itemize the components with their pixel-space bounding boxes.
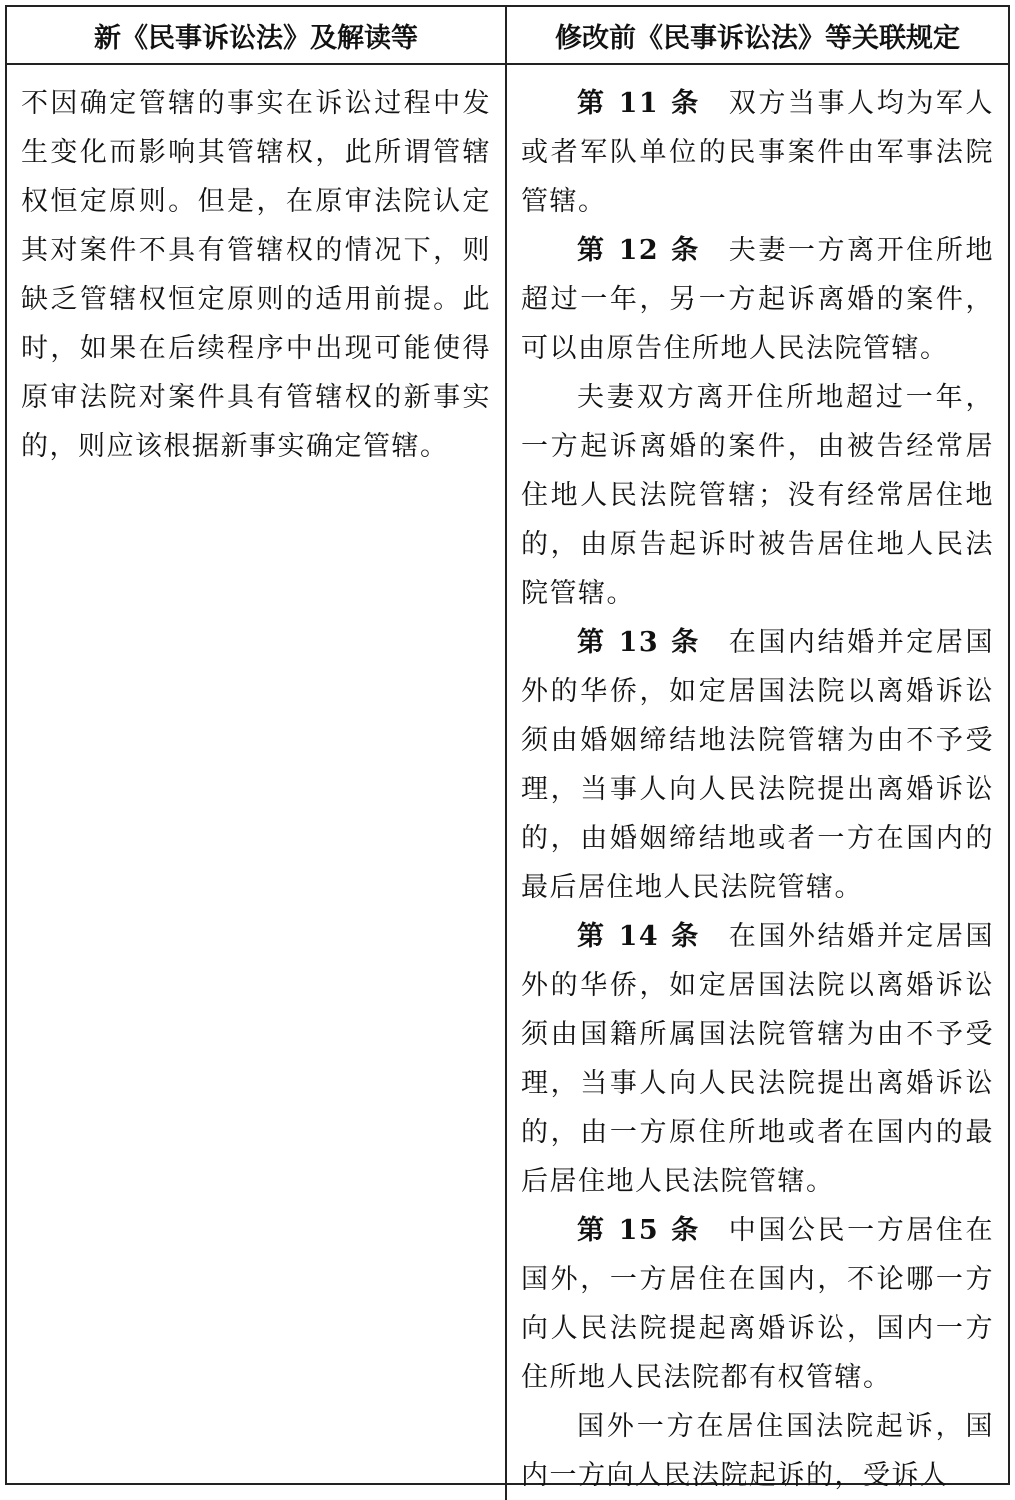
article-number: 第 11 条	[577, 88, 701, 119]
article-text: 双方当事人均为军人或者军队单位的民事案件由军事法院管辖。	[521, 88, 994, 217]
article-number: 第 12 条	[577, 235, 701, 266]
article-paragraph	[521, 79, 994, 226]
article-number: 第 13 条	[577, 627, 701, 658]
article-text: 中国公民一方居住在国外，一方居住在国内，不论哪一方向人民法院提起离婚诉讼，国内一方住所地人民法院都有权管辖。	[521, 1215, 994, 1393]
article-paragraph	[521, 618, 994, 912]
article-text: 在国内结婚并定居国外的华侨，如定居国法院以离婚诉讼须由婚姻缔结地法院管辖为由不予受理，当事人向人民法院提出离婚诉讼的，由婚姻缔结地或者一方在国内的最后居住地人民法院管辖。	[521, 627, 994, 903]
right-column-header: 修改前《民事诉讼法》等关联规定	[507, 7, 1008, 65]
article-number: 第 14 条	[577, 921, 701, 952]
article-paragraph	[521, 1206, 994, 1402]
article-paragraph	[521, 373, 994, 618]
article-text: 夫妻一方离开住所地超过一年，另一方起诉离婚的案件，可以由原告住所地人民法院管辖。	[521, 235, 994, 364]
article-paragraph	[521, 1402, 994, 1500]
article-text: 夫妻双方离开住所地超过一年，一方起诉离婚的案件，由被告经常居住地人民法院管辖；没有经常居住地的，由原告起诉时被告居住地人民法院管辖。	[521, 382, 994, 609]
article-text: 在国外结婚并定居国外的华侨，如定居国法院以离婚诉讼须由国籍所属国法院管辖为由不予受理，当事人向人民法院提出离婚诉讼的，由一方原住所地或者在国内的最后居住地人民法院管辖。	[521, 921, 994, 1197]
article-text: 国外一方在居住国法院起诉，国内一方向人民法院起诉的，受诉人	[521, 1411, 994, 1491]
left-column-header: 新《民事诉讼法》及解读等	[7, 7, 507, 65]
right-column-body	[507, 65, 1008, 1500]
article-paragraph	[521, 226, 994, 373]
article-number: 第 15 条	[577, 1215, 701, 1246]
interpretation-paragraph: 不因确定管辖的事实在诉讼过程中发生变化而影响其管辖权，此所谓管辖权恒定原则。但是，在原审法院认定其对案件不具有管辖权的情况下，则缺乏管辖权恒定原则的适用前提。此时，如果在后续程序中出现可能使得原审法院对案件具有管辖权的新事实的，则应该根据新事实确定管辖。	[21, 88, 491, 462]
comparison-table	[5, 5, 1010, 1491]
left-column-body	[7, 65, 507, 1500]
article-paragraph	[521, 912, 994, 1206]
